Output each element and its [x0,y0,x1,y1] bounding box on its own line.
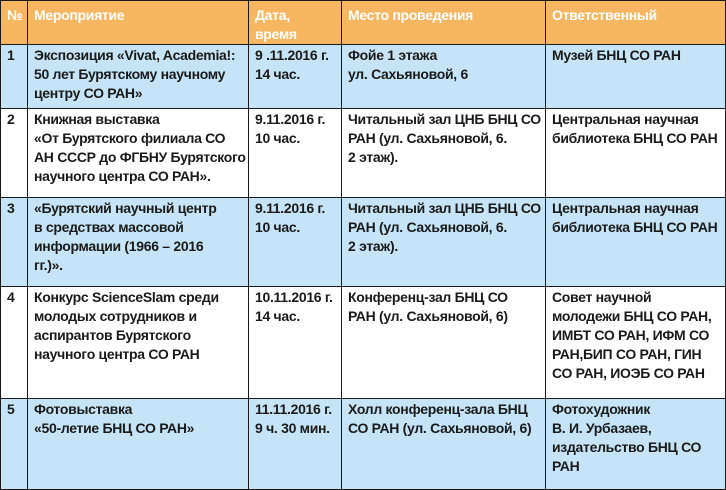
table-row [1,287,726,399]
cell-venue-line: РАН (ул. Сахьяновой, 6. [348,219,507,235]
cell-date-time-line: 9 ч. 30 мин. [255,420,330,436]
cell-event-line: Книжная выставка [34,111,160,127]
cell-responsible-line: Совет научной [552,289,652,305]
cell-responsible [546,45,726,109]
cell-venue [342,109,546,198]
cell-date-time-line: 11.11.2016 г. [255,401,332,417]
cell-date-time-line: 10 час. [255,130,300,146]
cell-event-line: «50-летие БНЦ СО РАН» [34,420,195,436]
cell-event-line: 50 лет Бурятскому научному [34,66,226,82]
cell-responsible-line: издательство БНЦ СО [552,439,702,455]
cell-event-line: аспирантов Бурятского [34,327,191,343]
cell-event-line: научного центра СО РАН». [34,168,211,184]
cell-event-line: молодых сотрудников и [34,308,197,324]
cell-event [28,45,249,109]
cell-responsible-line: Центральная научная [552,200,699,216]
cell-responsible [546,109,726,198]
cell-responsible-line: молодежи БНЦ СО РАН, [552,308,712,324]
cell-venue-line: 2 этаж). [348,149,398,165]
cell-responsible-line: В. И. Урбазаев, [552,420,652,436]
cell-event [28,109,249,198]
cell-responsible-line: библиотека БНЦ СО РАН [552,219,718,235]
cell-event [28,287,249,399]
cell-venue-line: Холл конференц-зала БНЦ [348,401,528,417]
cell-number: 3 [1,198,28,287]
cell-date-time [249,45,342,109]
cell-event-line: в средствах массовой [34,219,184,235]
header-responsible: Ответственный [546,1,726,45]
cell-event-line: центру СО РАН» [34,85,143,101]
cell-event-line: АН СССР до ФГБНУ Бурятского [34,149,246,165]
cell-event-line: Экспозиция «Vivat, Academia!: [34,47,236,63]
cell-number: 1 [1,45,28,109]
cell-date-time-line: 10.11.2016 г. [255,289,333,305]
cell-date-time-line: 10 час. [255,219,300,235]
cell-date-time [249,287,342,399]
cell-responsible-line: Музей БНЦ СО РАН [552,47,681,63]
cell-event-line: научного центра СО РАН [34,346,200,362]
cell-event-line: Конкурс ScienceSlam среди [34,289,219,305]
cell-number: 4 [1,287,28,399]
header-date-time: Дата, время [249,1,342,45]
header-event: Мероприятие [28,1,249,45]
cell-event [28,198,249,287]
cell-event-line: информации (1966 – 2016 [34,238,204,254]
cell-venue [342,399,546,490]
cell-date-time-line: 9.11.2016 г. [255,200,326,216]
table-row [1,399,726,490]
table-row [1,198,726,287]
cell-venue-line: Читальный зал ЦНБ БНЦ СО [348,200,541,216]
cell-venue [342,287,546,399]
cell-venue-line: СО РАН (ул. Сахьяновой, 6) [348,420,532,436]
cell-responsible-line: РАН,БИП СО РАН, ГИН [552,346,702,362]
cell-responsible-line: РАН [552,458,580,474]
cell-date-time-line: 14 час. [255,308,300,324]
cell-date-time-line: 9.11.2016 г. [255,111,326,127]
cell-venue-line: РАН (ул. Сахьяновой, 6) [348,308,508,324]
cell-responsible [546,198,726,287]
cell-event [28,399,249,490]
cell-event-line: «От Бурятского филиала СО [34,130,226,146]
cell-responsible-line: ИМБТ СО РАН, ИФМ СО [552,327,710,343]
cell-responsible-line: библиотека БНЦ СО РАН [552,130,718,146]
cell-venue [342,45,546,109]
table-row [1,109,726,198]
cell-date-time-line: 14 час. [255,66,300,82]
header-venue: Место проведения [342,1,546,45]
cell-date-time [249,109,342,198]
cell-date-time-line: 9 .11.2016 г. [255,47,329,63]
cell-date-time [249,399,342,490]
header-number: № [1,1,28,45]
cell-event-line: Фотовыставка [34,401,133,417]
cell-responsible [546,399,726,490]
table-row [1,45,726,109]
cell-venue-line: РАН (ул. Сахьяновой, 6. [348,130,507,146]
cell-responsible-line: СО РАН, ИОЭБ СО РАН [552,365,705,381]
cell-responsible-line: Фотохудожник [552,401,651,417]
cell-event-line: гг.)». [34,257,63,273]
header-row [1,1,726,45]
cell-responsible-line: Центральная научная [552,111,699,127]
cell-venue-line: Конференц-зал БНЦ СО [348,289,508,305]
cell-venue [342,198,546,287]
cell-date-time [249,198,342,287]
cell-venue-line: Фойе 1 этажа [348,47,437,63]
cell-venue-line: 2 этаж). [348,238,398,254]
cell-venue-line: ул. Сахьяновой, 6 [348,66,468,82]
cell-event-line: «Бурятский научный центр [34,200,217,216]
cell-responsible [546,287,726,399]
cell-venue-line: Читальный зал ЦНБ БНЦ СО [348,111,541,127]
cell-number: 5 [1,399,28,490]
cell-number: 2 [1,109,28,198]
